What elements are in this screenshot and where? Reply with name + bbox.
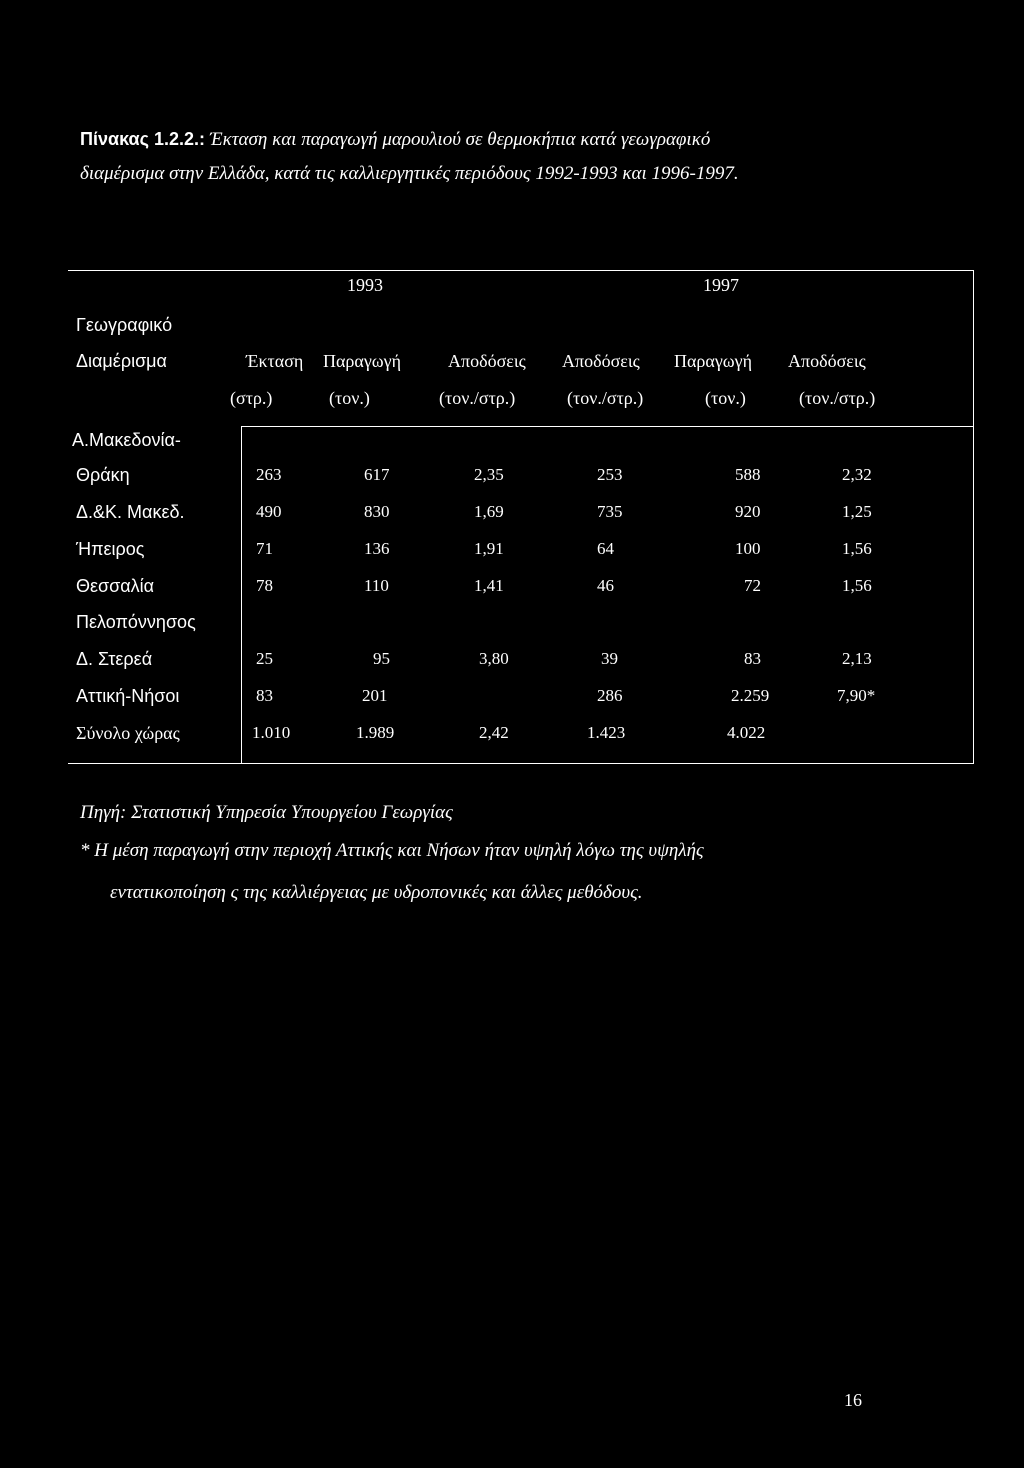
table-cell: 830 — [364, 502, 390, 521]
table-vertical-rule — [241, 426, 242, 763]
footnote-line2: εντατικοποίηση ς της καλλιέργειας με υδροπονικές και άλλες μεθόδους. — [110, 882, 643, 903]
table-cell: 2,35 — [474, 465, 504, 484]
table-cell: 78 — [256, 576, 273, 595]
table-cell: 253 — [597, 465, 623, 484]
column-header: Παραγωγή — [674, 351, 753, 371]
table-cell: 110 — [364, 576, 389, 595]
row-region-line1: Πελοπόννησος — [76, 612, 196, 632]
table-cell: 1,56 — [842, 539, 872, 558]
table-cell: 72 — [744, 576, 761, 595]
table-cell: 64 — [597, 539, 614, 558]
row-region: Αττική-Νήσοι — [76, 686, 180, 706]
table-cell: 2,32 — [842, 465, 872, 484]
column-unit: (στρ.) — [230, 388, 273, 408]
table-cell: 617 — [364, 465, 390, 484]
table-caption — [80, 122, 960, 191]
caption-text-line2: διαμέρισμα στην Ελλάδα, κατά τις καλλιεργητικές περιόδους 1992-1993 και 1996-1997. — [80, 163, 739, 184]
table-header-rule — [241, 426, 973, 427]
table-cell: 1.989 — [356, 723, 395, 742]
table-cell: 263 — [256, 465, 282, 484]
table-cell: 1,56 — [842, 576, 872, 595]
table-cell: 735 — [597, 502, 623, 521]
column-unit: (τον./στρ.) — [567, 388, 644, 408]
row-region: Θράκη — [76, 465, 130, 485]
table-cell: 920 — [735, 502, 761, 521]
table-cell: 1,69 — [474, 502, 504, 521]
table-cell: 71 — [256, 539, 273, 558]
table-cell: 2,13 — [842, 649, 872, 668]
table-cell: 46 — [597, 576, 614, 595]
row-region: Θεσσαλία — [76, 576, 155, 596]
footnote-line1: * Η μέση παραγωγή στην περιοχή Αττικής και Νήσων ήταν υψηλή λόγω της υψηλής — [80, 840, 704, 861]
table-cell: 39 — [601, 649, 618, 668]
table-cell: 2.259 — [731, 686, 770, 705]
column-unit: (τον./στρ.) — [439, 388, 516, 408]
table-cell: 2,42 — [479, 723, 509, 742]
region-header-line2: Διαμέρισμα — [76, 351, 167, 371]
row-region: Δ.&Κ. Μακεδ. — [76, 502, 185, 522]
column-unit: (τον.) — [705, 388, 746, 408]
table-cell: 83 — [256, 686, 273, 705]
table-cell: 588 — [735, 465, 761, 484]
row-region-line1: Α.Μακεδονία- — [72, 430, 181, 450]
table-cell: 4.022 — [727, 723, 766, 742]
table-cell: 1.010 — [252, 723, 291, 742]
column-header: Παραγωγή — [323, 351, 402, 371]
table-cell: 100 — [735, 539, 761, 558]
footnote — [80, 830, 960, 914]
table-cell: 95 — [373, 649, 390, 668]
row-region-total: Σύνολο χώρας — [76, 723, 180, 743]
caption-text-line1: Έκταση και παραγωγή μαρουλιού σε θερμοκήπια κατά γεωγραφικό — [209, 129, 711, 150]
column-header: Αποδόσεις — [788, 351, 866, 371]
table-cell: 3,80 — [479, 649, 509, 668]
column-unit: (τον.) — [329, 388, 370, 408]
table-cell: 136 — [364, 539, 390, 558]
column-unit: (τον./στρ.) — [799, 388, 876, 408]
region-header-line1: Γεωγραφικό — [76, 315, 173, 335]
table-cell: 1,41 — [474, 576, 504, 595]
table-cell: 1,25 — [842, 502, 872, 521]
row-region: Δ. Στερεά — [76, 649, 153, 669]
table-cell: 1,91 — [474, 539, 504, 558]
table-cell: 7,90* — [837, 686, 876, 705]
table-cell: 201 — [362, 686, 388, 705]
page-number: 16 — [844, 1390, 862, 1410]
table-cell: 286 — [597, 686, 623, 705]
table-cell: 1.423 — [587, 723, 626, 742]
column-header: Αποδόσεις — [562, 351, 640, 371]
table-cell: 25 — [256, 649, 273, 668]
column-header: Αποδόσεις — [448, 351, 526, 371]
caption-label: Πίνακας 1.2.2.: — [80, 129, 205, 149]
row-region: Ήπειρος — [76, 539, 145, 559]
table-cell: 83 — [744, 649, 761, 668]
table-cell: 490 — [256, 502, 282, 521]
year-1993-header: 1993 — [347, 275, 383, 295]
data-table — [68, 270, 974, 764]
source-note: Πηγή: Στατιστική Υπηρεσία Υπουργείου Γεωργίας — [80, 802, 453, 823]
year-1997-header: 1997 — [703, 275, 739, 295]
column-header: Έκταση — [246, 351, 304, 371]
